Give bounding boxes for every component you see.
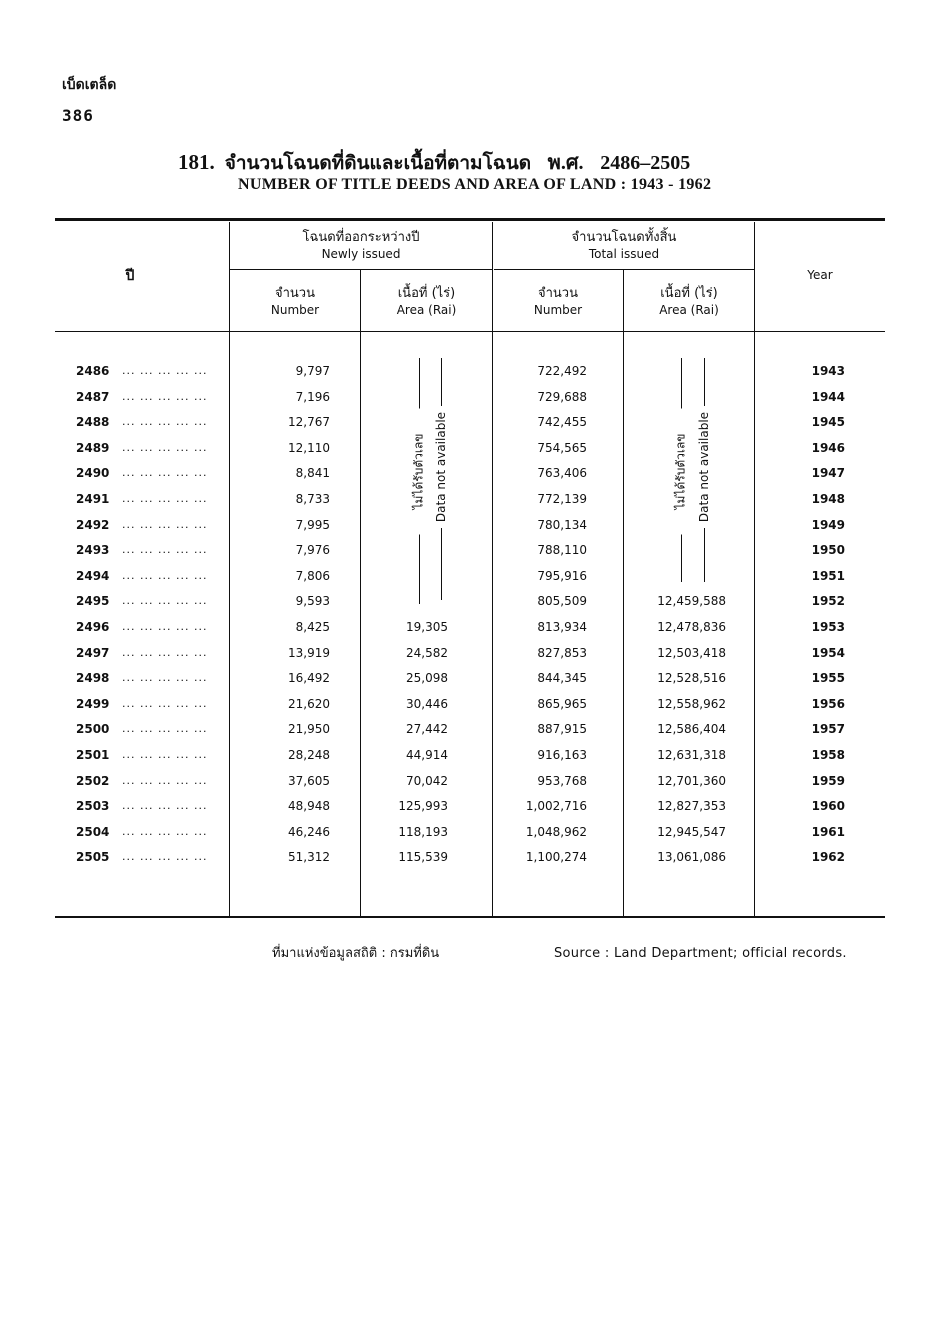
row-new-number: 7,806	[295, 569, 330, 583]
row-total-area: 13,061,086	[657, 850, 726, 864]
header-label: เบ็ดเตล็ด	[62, 77, 117, 93]
subheader-rule-newly	[230, 269, 492, 270]
row-year-english: 1951	[811, 569, 845, 583]
row-total-number: 953,768	[537, 774, 587, 788]
title-english: NUMBER OF TITLE DEEDS AND AREA OF LAND : 1943 - 1962	[238, 176, 712, 193]
row-new-number: 12,767	[288, 415, 330, 429]
row-leader-dots: ... ... ... ... ...	[122, 671, 208, 684]
row-total-number: 780,134	[537, 518, 587, 532]
row-year-thai: 2495	[76, 594, 110, 608]
row-new-number: 21,620	[288, 697, 330, 711]
row-year-thai: 2499	[76, 697, 110, 711]
row-leader-dots: ... ... ... ... ...	[122, 748, 208, 761]
header-newly-issued	[230, 229, 492, 263]
row-year-thai: 2493	[76, 543, 110, 557]
row-year-english: 1943	[811, 364, 845, 378]
row-year-english: 1950	[811, 543, 845, 557]
row-total-area: 12,586,404	[657, 722, 726, 736]
row-leader-dots: ... ... ... ... ...	[122, 390, 208, 403]
row-total-number: 763,406	[537, 466, 587, 480]
row-year-thai: 2489	[76, 441, 110, 455]
header-total-issued	[494, 229, 754, 263]
subheader-rule-total	[494, 269, 754, 270]
row-leader-dots: ... ... ... ... ...	[122, 774, 208, 787]
row-leader-dots: ... ... ... ... ...	[122, 722, 208, 735]
row-year-english: 1953	[811, 620, 845, 634]
row-year-thai: 2487	[76, 390, 110, 404]
title-thai	[178, 146, 690, 178]
title-thai-era: พ.ศ.	[547, 152, 584, 174]
table-top-rule	[55, 218, 885, 221]
row-year-thai: 2498	[76, 671, 110, 685]
table-bottom-rule	[55, 916, 885, 918]
row-new-number: 8,841	[295, 466, 330, 480]
row-new-number: 46,246	[288, 825, 330, 839]
header-total-thai: จำนวนโฉนดทั้งสิ้น	[571, 230, 677, 245]
row-total-area: 12,503,418	[657, 646, 726, 660]
row-year-english: 1956	[811, 697, 845, 711]
row-total-number: 805,509	[537, 594, 587, 608]
header-year-english: Year	[807, 268, 833, 282]
row-year-thai: 2501	[76, 748, 110, 762]
column-divider	[623, 270, 624, 916]
row-year-english: 1955	[811, 671, 845, 685]
row-year-thai: 2494	[76, 569, 110, 583]
row-new-number: 8,733	[295, 492, 330, 506]
row-leader-dots: ... ... ... ... ...	[122, 441, 208, 454]
header-total-number: จำนวน Number	[533, 286, 583, 317]
row-total-area: 12,701,360	[657, 774, 726, 788]
row-year-thai: 2500	[76, 722, 110, 736]
header-newly-english: Newly issued	[321, 247, 401, 261]
row-new-number: 8,425	[295, 620, 330, 634]
row-total-area: 12,478,836	[657, 620, 726, 634]
header-total-area: เนื้อที่ (ไร่) Area (Rai)	[659, 286, 719, 317]
row-total-area: 12,631,318	[657, 748, 726, 762]
row-year-thai: 2486	[76, 364, 110, 378]
row-year-english: 1944	[811, 390, 845, 404]
row-leader-dots: ... ... ... ... ...	[122, 543, 208, 556]
source-english: Source : Land Department; official records.	[554, 946, 847, 961]
row-total-number: 1,048,962	[525, 825, 587, 839]
row-new-area: 25,098	[406, 671, 448, 685]
row-year-english: 1946	[811, 441, 845, 455]
row-total-number: 729,688	[537, 390, 587, 404]
row-new-number: 7,196	[295, 390, 330, 404]
row-total-number: 754,565	[537, 441, 587, 455]
row-year-english: 1954	[811, 646, 845, 660]
row-year-thai: 2504	[76, 825, 110, 839]
row-year-thai: 2488	[76, 415, 110, 429]
column-divider	[754, 222, 755, 916]
not-available-thai-label: ไม่ได้รับตัวเลข	[672, 409, 691, 535]
row-year-thai: 2497	[76, 646, 110, 660]
row-new-area: 27,442	[406, 722, 448, 736]
title-thai-years: 2486–2505	[600, 152, 691, 174]
header-newly-thai: โฉนดที่ออกระหว่างปี	[302, 230, 420, 245]
row-total-number: 795,916	[537, 569, 587, 583]
row-year-thai: 2490	[76, 466, 110, 480]
row-new-area: 115,539	[398, 850, 448, 864]
header-new-area: เนื้อที่ (ไร่) Area (Rai)	[396, 286, 457, 317]
not-available-english-label: Data not available	[697, 406, 711, 528]
row-total-area: 12,827,353	[657, 799, 726, 813]
row-new-number: 7,976	[295, 543, 330, 557]
title-thai-text: จำนวนโฉนดที่ดินและเนื้อที่ตามโฉนด	[224, 152, 532, 174]
row-leader-dots: ... ... ... ... ...	[122, 364, 208, 377]
table-number: 181.	[178, 150, 215, 174]
row-new-number: 7,995	[295, 518, 330, 532]
row-year-english: 1960	[811, 799, 845, 813]
row-new-area: 44,914	[406, 748, 448, 762]
column-divider	[229, 222, 230, 916]
row-new-number: 21,950	[288, 722, 330, 736]
row-total-number: 772,139	[537, 492, 587, 506]
column-divider	[360, 270, 361, 916]
row-new-number: 12,110	[288, 441, 330, 455]
row-year-thai: 2503	[76, 799, 110, 813]
row-total-number: 916,163	[537, 748, 587, 762]
row-total-number: 865,965	[537, 697, 587, 711]
row-year-english: 1949	[811, 518, 845, 532]
row-new-number: 9,593	[295, 594, 330, 608]
row-year-english: 1952	[811, 594, 845, 608]
row-total-area: 12,528,516	[657, 671, 726, 685]
row-new-number: 37,605	[288, 774, 330, 788]
row-leader-dots: ... ... ... ... ...	[122, 799, 208, 812]
row-new-area: 24,582	[406, 646, 448, 660]
page-number: 386	[62, 106, 94, 125]
row-year-english: 1947	[811, 466, 845, 480]
row-new-number: 28,248	[288, 748, 330, 762]
row-year-english: 1945	[811, 415, 845, 429]
row-year-english: 1957	[811, 722, 845, 736]
header-year-thai: ปี	[125, 268, 135, 284]
header-new-number: จำนวน Number	[270, 286, 320, 317]
row-leader-dots: ... ... ... ... ...	[122, 620, 208, 633]
header-total-english: Total issued	[588, 247, 660, 261]
row-total-number: 813,934	[537, 620, 587, 634]
row-new-area: 125,993	[398, 799, 448, 813]
row-total-area: 12,558,962	[657, 697, 726, 711]
header-bottom-rule	[55, 331, 885, 332]
not-available-thai-label: ไม่ได้รับตัวเลข	[410, 409, 429, 535]
row-total-number: 788,110	[537, 543, 587, 557]
row-total-number: 722,492	[537, 364, 587, 378]
not-available-english-label: Data not available	[434, 406, 448, 528]
row-new-number: 16,492	[288, 671, 330, 685]
column-divider	[492, 222, 493, 916]
row-year-english: 1959	[811, 774, 845, 788]
row-leader-dots: ... ... ... ... ...	[122, 594, 208, 607]
row-year-english: 1948	[811, 492, 845, 506]
row-total-number: 1,100,274	[525, 850, 587, 864]
row-total-number: 827,853	[537, 646, 587, 660]
row-year-english: 1962	[811, 850, 845, 864]
row-new-area: 30,446	[406, 697, 448, 711]
row-new-number: 48,948	[288, 799, 330, 813]
row-leader-dots: ... ... ... ... ...	[122, 646, 208, 659]
row-leader-dots: ... ... ... ... ...	[122, 518, 208, 531]
row-year-thai: 2502	[76, 774, 110, 788]
row-year-thai: 2496	[76, 620, 110, 634]
row-year-thai: 2505	[76, 850, 110, 864]
row-new-number: 13,919	[288, 646, 330, 660]
row-year-thai: 2491	[76, 492, 110, 506]
row-new-area: 118,193	[398, 825, 448, 839]
row-leader-dots: ... ... ... ... ...	[122, 569, 208, 582]
row-total-number: 887,915	[537, 722, 587, 736]
row-leader-dots: ... ... ... ... ...	[122, 825, 208, 838]
row-new-number: 51,312	[288, 850, 330, 864]
row-year-english: 1958	[811, 748, 845, 762]
row-total-number: 742,455	[537, 415, 587, 429]
row-leader-dots: ... ... ... ... ...	[122, 850, 208, 863]
row-total-number: 844,345	[537, 671, 587, 685]
row-leader-dots: ... ... ... ... ...	[122, 466, 208, 479]
row-total-area: 12,945,547	[657, 825, 726, 839]
row-leader-dots: ... ... ... ... ...	[122, 697, 208, 710]
row-leader-dots: ... ... ... ... ...	[122, 415, 208, 428]
row-year-english: 1961	[811, 825, 845, 839]
row-total-area: 12,459,588	[657, 594, 726, 608]
row-leader-dots: ... ... ... ... ...	[122, 492, 208, 505]
row-year-thai: 2492	[76, 518, 110, 532]
row-new-area: 19,305	[406, 620, 448, 634]
row-total-number: 1,002,716	[525, 799, 587, 813]
row-new-number: 9,797	[295, 364, 330, 378]
source-thai: ที่มาแห่งข้อมูลสถิติ : กรมที่ดิน	[272, 946, 440, 961]
row-new-area: 70,042	[406, 774, 448, 788]
